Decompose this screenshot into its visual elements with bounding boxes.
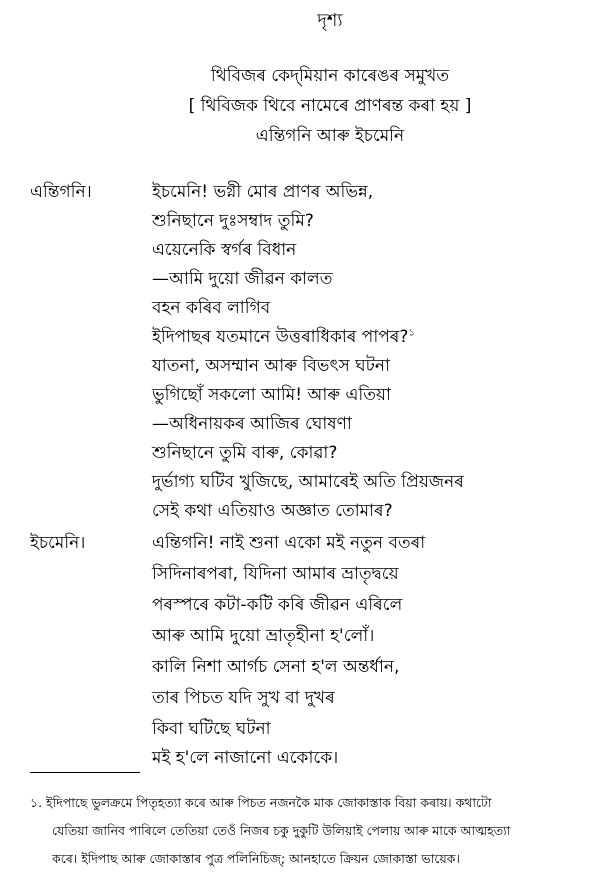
footnote-line: ১. ইদিপাছে ভুলক্ৰমে পিতৃহত্যা কৰে আৰু পিচত নজনকৈ মাক জোকাস্তাক বিয়া কৰায়। কথাটো	[30, 795, 492, 810]
verse-line: এন্তিগনি! নাই শুনা একো মই নতুন বতৰা	[152, 533, 426, 553]
speaker-antigone: এন্তিগনি।	[30, 182, 92, 202]
verse-line: সিদিনাৰপৰা, যিদিনা আমাৰ ভ্ৰাতৃদ্বয়ে	[152, 564, 399, 584]
verse-line: শুনিছানে তুমি বাৰু, কোৱা?	[152, 443, 338, 463]
verse-line: দুৰ্ভাগ্য ঘটিব খুজিছে, আমাৰেই অতি প্ৰিয়জনৰ	[152, 472, 464, 492]
verse-line: পৰস্পৰে কটা-কটি কৰি জীৱন এৰিলে	[152, 595, 403, 615]
verse-line: সেই কথা এতিয়াও অজ্ঞাত তোমাৰ?	[152, 501, 393, 521]
characters-list: এন্তিগনি আৰু ইচমেনি	[255, 126, 405, 146]
scene-setting: থিবিজৰ কেদ্‌মিয়ান কাৰেঙৰ সমুখত	[210, 66, 450, 86]
footnote-marker: ১	[408, 327, 415, 339]
verse-line: বহন কৰিব লাগিব	[152, 298, 271, 318]
page-title: দৃশ্য	[317, 10, 343, 31]
verse-line: —আমি দুয়ো জীৱন কালত	[152, 269, 333, 289]
footnote-line: কৰে। ইদিপাছ আৰু জোকাস্তাৰ পুত্ৰ পলিনিচিজ্; আনহাতে ক্ৰিয়ন জোকাস্তা ভায়েক।	[52, 851, 460, 866]
footnote-line: যেতিয়া জানিব পাৰিলে তেতিয়া তেওঁ নিজৰ চকু দুকুটি উলিয়াই পেলায় আৰু মাকে আত্মহত্যা	[52, 823, 511, 838]
verse-line: ইদিপাছৰ যতমানে উত্তৰাধিকাৰ পাপৰ?$^১$	[152, 327, 415, 347]
verse-line: কিবা ঘটিছে ঘটনা	[152, 719, 271, 739]
verse-line: ইচমেনি! ভগ্নী মোৰ প্ৰাণৰ অভিন্ন,	[152, 182, 374, 202]
verse-line: আৰু আমি দুয়ো ভ্ৰাতৃহীনা হ'লোঁ।	[152, 626, 375, 646]
verse-line: কালি নিশা আৰ্গচ সেনা হ'ল অন্তৰ্ধান,	[152, 657, 400, 677]
speaker-ismene: ইচমেনি।	[30, 533, 86, 553]
footnote-divider	[30, 772, 140, 773]
verse-line: এয়েনেকি স্বৰ্গৰ বিধান	[152, 240, 297, 260]
verse-line: শুনিছানে দুঃসম্বাদ তুমি?	[152, 211, 314, 231]
stage-direction: [ থিবিজক থিবে নামেৰে প্ৰাণৰন্ত কৰা হয় ]	[188, 96, 472, 116]
verse-line: তাৰ পিচত যদি সুখ বা দুখৰ	[152, 688, 335, 708]
verse-line: মই হ'লে নাজানো একোকে।	[152, 748, 339, 768]
verse-line: যাতনা, অসম্মান আৰু বিভৎস ঘটনা	[152, 356, 391, 376]
verse-line: —অধিনায়কৰ আজিৰ ঘোষণা	[152, 414, 352, 434]
verse-line: ভুগিছোঁ সকলো আমি! আৰু এতিয়া	[152, 385, 391, 405]
